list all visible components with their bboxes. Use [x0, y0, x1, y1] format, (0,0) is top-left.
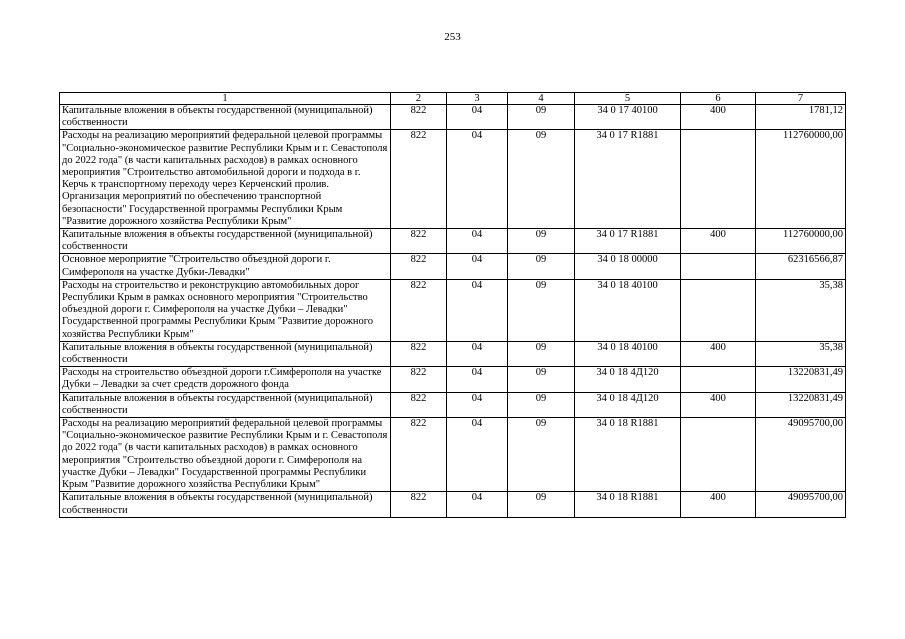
ministry-code: 822	[391, 279, 447, 341]
table-row	[60, 492, 846, 517]
target-article-code: 34 0 18 4Д120	[575, 367, 681, 392]
budget-table	[59, 92, 846, 518]
ministry-code: 822	[391, 418, 447, 492]
amount: 13220831,49	[756, 392, 846, 417]
section-code: 04	[447, 492, 508, 517]
expense-name: Расходы на строительство объездной дороги г.Симферополя на участке Дубки – Левадки за счет средств дорожного фонда	[60, 367, 391, 392]
expense-type-code: 400	[681, 341, 756, 366]
page-number: 253	[444, 31, 461, 43]
ministry-code: 822	[391, 229, 447, 254]
expense-name: Расходы на строительство и реконструкцию автомобильных дорог Республики Крым в рамках основного мероприятия "Строительство объездной дороги г. Симферополя на участке Дубки – Левадки" Государственной программы Республики Крым "Развитие дорожного хозяйства Республики Крым"	[60, 279, 391, 341]
target-article-code: 34 0 18 40100	[575, 279, 681, 341]
amount: 13220831,49	[756, 367, 846, 392]
amount: 49095700,00	[756, 418, 846, 492]
section-code: 04	[447, 392, 508, 417]
amount: 49095700,00	[756, 492, 846, 517]
expense-name: Основное мероприятие "Строительство объездной дороги г. Симферополя на участке Дубки-Левадки"	[60, 254, 391, 279]
table-row	[60, 392, 846, 417]
ministry-code: 822	[391, 130, 447, 229]
expense-type-code: 400	[681, 105, 756, 130]
target-article-code: 34 0 17 40100	[575, 105, 681, 130]
section-code: 04	[447, 341, 508, 366]
expense-type-code	[681, 130, 756, 229]
amount: 112760000,00	[756, 229, 846, 254]
table-row	[60, 367, 846, 392]
subsection-code: 09	[508, 418, 575, 492]
section-code: 04	[447, 279, 508, 341]
target-article-code: 34 0 18 4Д120	[575, 392, 681, 417]
expense-name: Капитальные вложения в объекты государственной (муниципальной) собственности	[60, 229, 391, 254]
expense-type-code	[681, 279, 756, 341]
section-code: 04	[447, 254, 508, 279]
expense-type-code: 400	[681, 229, 756, 254]
target-article-code: 34 0 17 R1881	[575, 130, 681, 229]
expense-name: Капитальные вложения в объекты государственной (муниципальной) собственности	[60, 392, 391, 417]
column-header-4: 4	[508, 93, 575, 105]
table-row	[60, 279, 846, 341]
amount: 35,38	[756, 341, 846, 366]
column-header-1: 1	[60, 93, 391, 105]
expense-type-code	[681, 418, 756, 492]
expense-name: Капитальные вложения в объекты государственной (муниципальной) собственности	[60, 341, 391, 366]
subsection-code: 09	[508, 130, 575, 229]
ministry-code: 822	[391, 492, 447, 517]
expense-type-code: 400	[681, 492, 756, 517]
section-code: 04	[447, 229, 508, 254]
ministry-code: 822	[391, 254, 447, 279]
subsection-code: 09	[508, 341, 575, 366]
table-row	[60, 418, 846, 492]
ministry-code: 822	[391, 392, 447, 417]
subsection-code: 09	[508, 105, 575, 130]
target-article-code: 34 0 18 R1881	[575, 492, 681, 517]
expense-name: Капитальные вложения в объекты государственной (муниципальной) собственности	[60, 105, 391, 130]
subsection-code: 09	[508, 392, 575, 417]
column-header-7: 7	[756, 93, 846, 105]
column-header-6: 6	[681, 93, 756, 105]
amount: 1781,12	[756, 105, 846, 130]
expense-name: Расходы на реализацию мероприятий федеральной целевой программы "Социально-экономическое развитие Республики Крым и г. Севастополя до 2022 года" (в части капитальных расходов) в рамках основного мероприятия "Строительство автомобильной дороги и подхода в г. Керчь к транспортному переходу через Керченский пролив. Организация мероприятий по обеспечению транспортной безопасности" Государственной программы Республики Крым "Развитие дорожного хозяйства Республики Крым"	[60, 130, 391, 229]
column-header-3: 3	[447, 93, 508, 105]
expense-name: Капитальные вложения в объекты государственной (муниципальной) собственности	[60, 492, 391, 517]
section-code: 04	[447, 105, 508, 130]
amount: 35,38	[756, 279, 846, 341]
target-article-code: 34 0 18 R1881	[575, 418, 681, 492]
target-article-code: 34 0 18 00000	[575, 254, 681, 279]
section-code: 04	[447, 418, 508, 492]
expense-name: Расходы на реализацию мероприятий федеральной целевой программы "Социально-экономическое развитие Республики Крым и г. Севастополя до 2022 года" (в части капитальных расходов) в рамках основного мероприятия "Строительство объездной дороги г. Симферополя на участке Дубки – Левадки" Государственной программы Республики Крым "Развитие дорожного хозяйства Республики Крым"	[60, 418, 391, 492]
section-code: 04	[447, 130, 508, 229]
subsection-code: 09	[508, 492, 575, 517]
table-row	[60, 341, 846, 366]
expense-type-code: 400	[681, 392, 756, 417]
subsection-code: 09	[508, 367, 575, 392]
header-row	[60, 93, 846, 105]
column-header-2: 2	[391, 93, 447, 105]
subsection-code: 09	[508, 279, 575, 341]
expense-type-code	[681, 367, 756, 392]
target-article-code: 34 0 18 40100	[575, 341, 681, 366]
table-row	[60, 105, 846, 130]
ministry-code: 822	[391, 341, 447, 366]
table-row	[60, 254, 846, 279]
target-article-code: 34 0 17 R1881	[575, 229, 681, 254]
expense-type-code	[681, 254, 756, 279]
ministry-code: 822	[391, 367, 447, 392]
table-row	[60, 130, 846, 229]
ministry-code: 822	[391, 105, 447, 130]
table-row	[60, 229, 846, 254]
subsection-code: 09	[508, 229, 575, 254]
amount: 62316566,87	[756, 254, 846, 279]
section-code: 04	[447, 367, 508, 392]
subsection-code: 09	[508, 254, 575, 279]
column-header-5: 5	[575, 93, 681, 105]
amount: 112760000,00	[756, 130, 846, 229]
